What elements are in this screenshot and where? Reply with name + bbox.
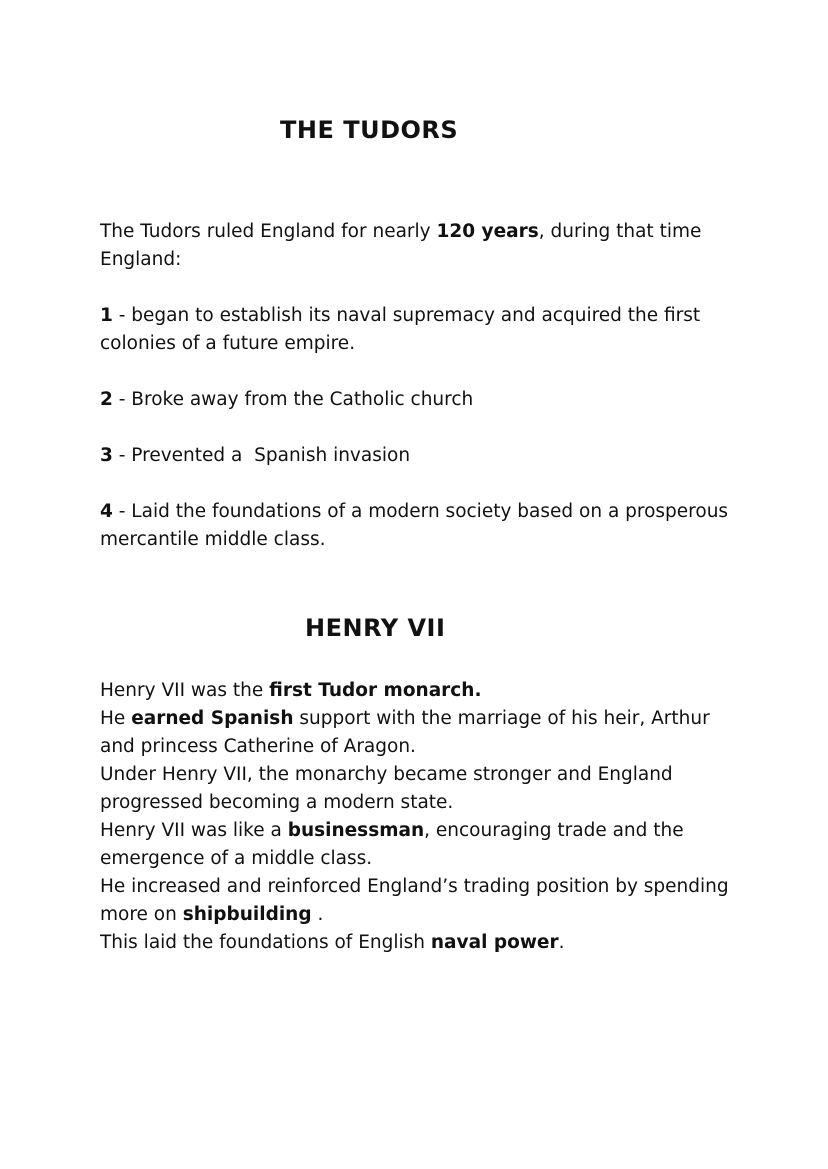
henry-line: Under Henry VII, the monarchy became stronger and England progressed becoming a modern state. [100, 764, 673, 813]
henry-text: Henry VII was like a [100, 820, 288, 841]
section-title: HENRY VII [305, 614, 446, 642]
list-item-number: 2 [100, 389, 113, 410]
henry-text: support with the marriage of his heir, Arthur and princess Catherine of Aragon. [100, 708, 710, 757]
list-item-text: - Broke away from the Catholic church [112, 389, 474, 410]
list-item [100, 498, 740, 554]
list-item-text: - Laid the foundations of a modern society based on a prosperous mercantile middle class. [100, 501, 729, 550]
henry-line [100, 677, 740, 705]
list-item-number: 3 [100, 445, 113, 466]
henry-highlight: earned Spanish [131, 708, 294, 729]
henry-text: , encouraging trade and the emergence of a middle class. [100, 820, 684, 869]
henry-text: He increased and reinforced England’s trading position by spending more on [100, 876, 729, 925]
intro-text: The Tudors ruled England for nearly [100, 221, 437, 242]
page-title: THE TUDORS [280, 116, 459, 144]
list-item-text: - Prevented a Spanish invasion [112, 445, 411, 466]
henry-line [100, 929, 740, 957]
list-item-number: 4 [100, 501, 113, 522]
list-item [100, 302, 740, 358]
intro-highlight: 120 years [436, 221, 539, 242]
list-item-text: - began to establish its naval supremacy and acquired the first colonies of a future empire. [100, 305, 701, 354]
henry-text: He [100, 708, 132, 729]
henry-text: This laid the foundations of English [100, 932, 431, 953]
henry-text: Henry VII was the [100, 680, 270, 701]
intro-paragraph [100, 218, 740, 274]
list-item [100, 386, 740, 414]
henry-section-body [100, 677, 740, 957]
list-item-number: 1 [100, 305, 113, 326]
henry-line [100, 873, 740, 929]
intro-text-end: , during that time England: [100, 221, 702, 270]
henry-line [100, 705, 740, 761]
henry-highlight: first Tudor monarch. [269, 680, 482, 701]
henry-highlight: shipbuilding [182, 904, 312, 925]
henry-text: . [558, 932, 565, 953]
henry-line [100, 817, 740, 873]
list-item [100, 442, 740, 470]
henry-text: . [311, 904, 324, 925]
henry-highlight: naval power [430, 932, 559, 953]
henry-highlight: businessman [287, 820, 425, 841]
